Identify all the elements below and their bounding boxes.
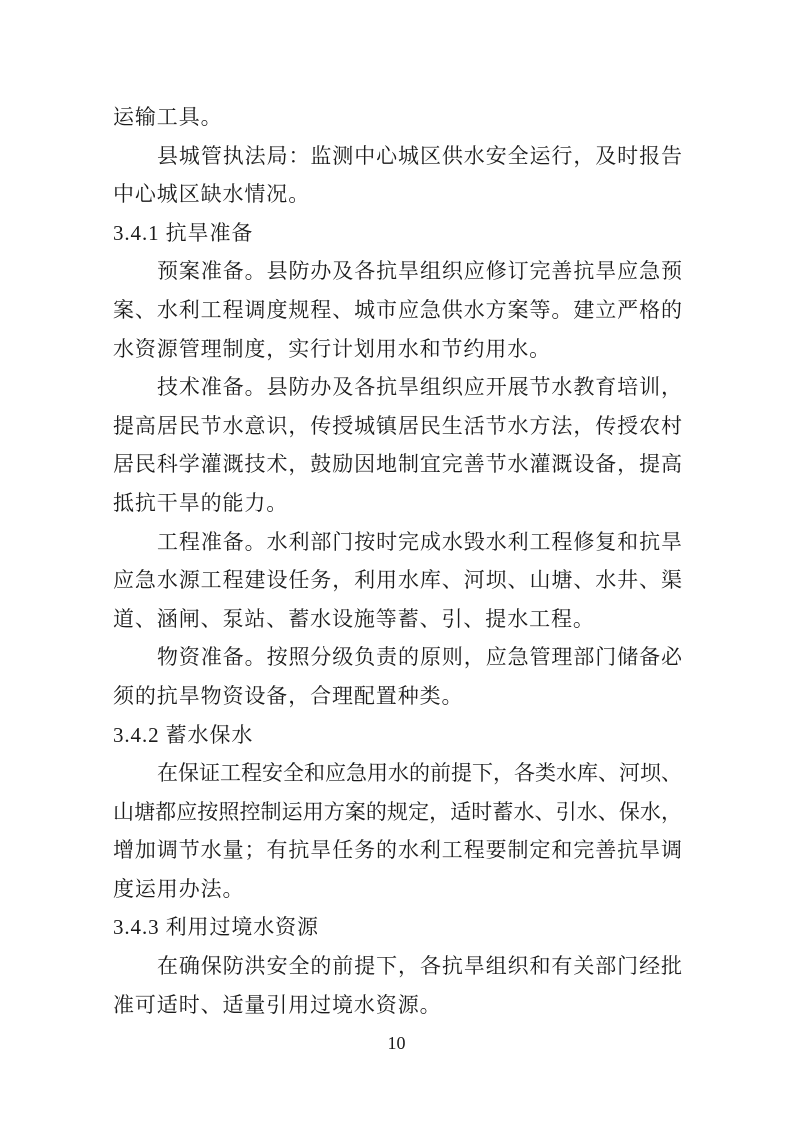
text-line: 技术准备。县防办及各抗旱组织应开展节水教育培训， xyxy=(157,375,682,400)
text-line: 在确保防洪安全的前提下，各抗旱组织和有关部门经批 xyxy=(157,954,682,979)
text-line: 中心城区缺水情况。 xyxy=(113,182,311,207)
text-line: 抵抗干旱的能力。 xyxy=(113,490,289,515)
text-line: 增加调节水量；有抗旱任务的水利工程要制定和完善抗旱调 xyxy=(113,838,682,863)
text-line: 水资源管理制度，实行计划用水和节约用水。 xyxy=(113,336,551,361)
text-line: 在保证工程安全和应急用水的前提下，各类水库、河坝、 xyxy=(157,761,682,786)
section-heading: 3.4.2 蓄水保水 xyxy=(113,722,254,747)
text-line: 县城管执法局：监测中心城区供水安全运行，及时报告 xyxy=(157,143,682,168)
text-line: 应急水源工程建设任务，利用水库、河坝、山塘、水井、渠 xyxy=(113,568,682,593)
text-line: 准可适时、适量引用过境水资源。 xyxy=(113,992,442,1017)
text-line: 须的抗旱物资设备，合理配置种类。 xyxy=(113,683,464,708)
page-number: 10 xyxy=(387,1033,406,1053)
text-line: 工程准备。水利部门按时完成水毁水利工程修复和抗旱 xyxy=(157,529,682,554)
text-line: 度运用办法。 xyxy=(113,876,245,901)
text-line: 案、水利工程调度规程、城市应急供水方案等。建立严格的 xyxy=(113,297,682,322)
text-line: 居民科学灌溉技术，鼓励因地制宜完善节水灌溉设备，提高 xyxy=(113,452,682,477)
text-line: 运输工具。 xyxy=(113,105,223,129)
text-line: 预案准备。县防办及各抗旱组织应修订完善抗旱应急预 xyxy=(157,259,682,284)
text-line: 提高居民节水意识，传授城镇居民生活节水方法，传授农村 xyxy=(113,413,682,438)
text-line: 道、涵闸、泵站、蓄水设施等蓄、引、提水工程。 xyxy=(113,606,595,631)
text-line: 山塘都应按照控制运用方案的规定，适时蓄水、引水、保水， xyxy=(113,799,682,824)
section-heading: 3.4.1 抗旱准备 xyxy=(113,220,254,245)
text-line: 物资准备。按照分级负责的原则，应急管理部门储备必 xyxy=(157,645,682,670)
section-heading: 3.4.3 利用过境水资源 xyxy=(113,915,319,940)
document-body xyxy=(113,98,682,1024)
